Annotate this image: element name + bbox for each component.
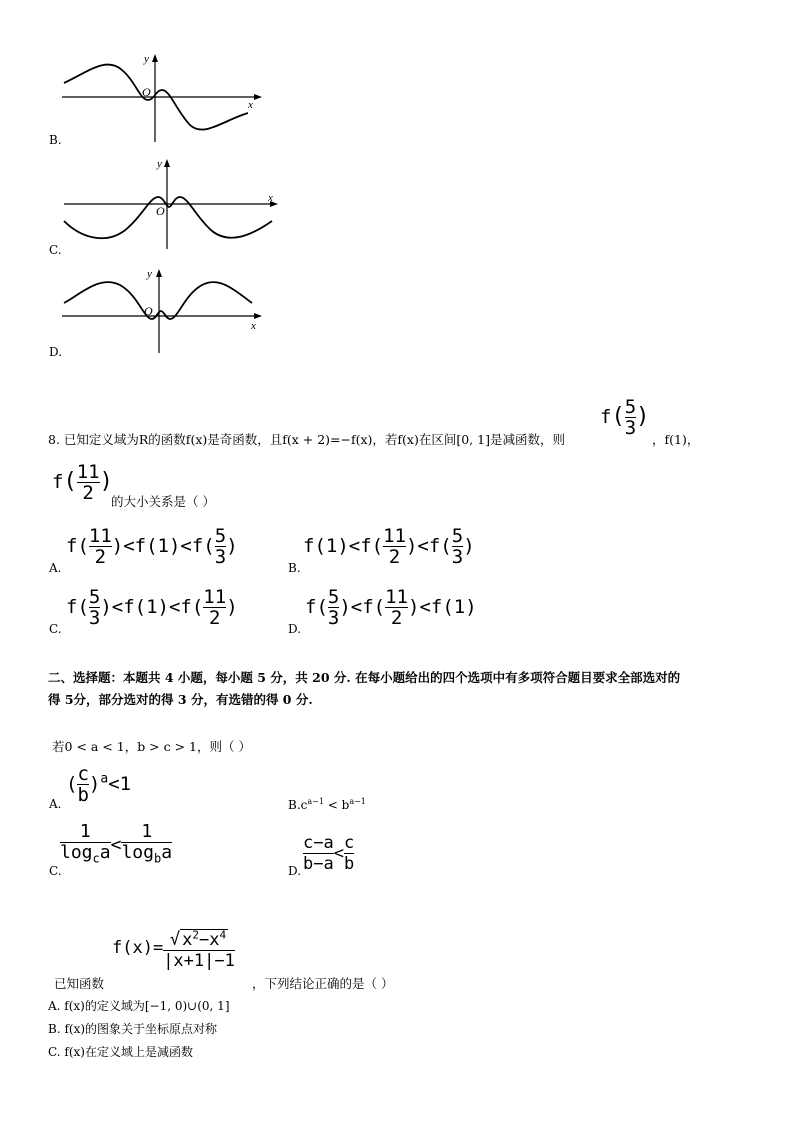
section2-heading-line1: 二、选择题：本题共 4 小题，每小题 5 分，共 20 分. 在每小题给出的四个选项中有多项符合题目要求全部选对的 [48,670,681,685]
y-axis-label: y [157,158,162,170]
q8-option-a-label: A. [49,561,62,575]
q8-option-c-expr: f( $\frac{5}{3}$ )<f(1)<f( $\frac{11}{2}$ ) [66,586,238,629]
graph-option-b [58,50,268,145]
q10-option-b: B. f(x)的图象关于坐标原点对称 [48,1022,218,1036]
origin-label: O [156,204,165,218]
x-axis-label: x [251,320,256,332]
graph-option-d [58,265,268,357]
q9-option-b: $B.c^{a-1} < b^{a-1}$ [288,797,366,812]
q8-option-b-expr: f(1)<f( $\frac{11}{2}$ )<f( $\frac{5}{3}$ ) [303,525,475,568]
origin-label: O [142,85,151,99]
option-b-label: B. [49,133,62,147]
q9-stem: 若0 < a < 1，b > c > 1，则（ ） [52,739,251,754]
q8-stem-tail: 的大小关系是（ ） [111,494,215,509]
option-c-label: C. [49,243,62,257]
x-axis-label: x [248,99,253,111]
q9-option-a-expr: ( $\frac{c}{b}$ )$^a$<1 [66,763,132,806]
q8-option-a-expr: f( $\frac{11}{2}$ )<f(1)<f( $\frac{5}{3}$ ) [66,525,238,568]
q8-stem-f1: ，f(1)， [652,432,700,447]
q8-f-eleven-halves: f( $\frac{11}{2}$ ) [52,461,113,504]
y-axis-label: y [147,268,152,280]
section2-heading-line2: 得 5分，部分选对的得 3 分，有选错的得 0 分. [48,692,313,707]
q10-lead: 已知函数 [54,976,105,991]
q10-option-a: A. f(x)的定义域为[−1, 0)∪(0, 1] [48,999,230,1013]
q8-option-b-label: B. [288,561,301,575]
origin-label: O [144,304,153,318]
q9-option-d-expr: $\frac{c-a}{b-a}$ < $\frac{c}{b}$ [303,833,355,874]
option-d-label: D. [49,345,63,359]
q9-option-d-label: D. [288,864,302,878]
q10-tail: ，下列结论正确的是（ ） [252,976,394,991]
q8-option-d-expr: f( $\frac{5}{3}$ )<f( $\frac{11}{2}$ )<f(1) [305,586,477,629]
graph-option-c [58,155,280,250]
q10-option-c: C. f(x)在定义域上是减函数 [48,1045,193,1059]
q8-option-c-label: C. [49,622,62,636]
q10-function-expr: f(x)= $\frac{√ x^2-x^4}{|x+1|-1}$ [112,928,235,971]
q9-option-c-label: C. [49,864,62,878]
q8-stem-line1: 8. 已知定义域为R的函数f(x)是奇函数，且f(x + 2)=−f(x)，若f(x)在区间[0, 1]是减函数，则 [48,432,565,447]
q9-option-a-label: A. [49,797,62,811]
x-axis-label: x [268,192,273,204]
q8-f-five-thirds: f( $\frac{5}{3}$ ) [600,396,650,439]
y-axis-label: y [144,53,149,65]
q8-option-d-label: D. [288,622,302,636]
q9-option-c-expr: $\frac{1}{\log_ca}$ < $\frac{1}{\log_ba}$ [60,822,172,869]
